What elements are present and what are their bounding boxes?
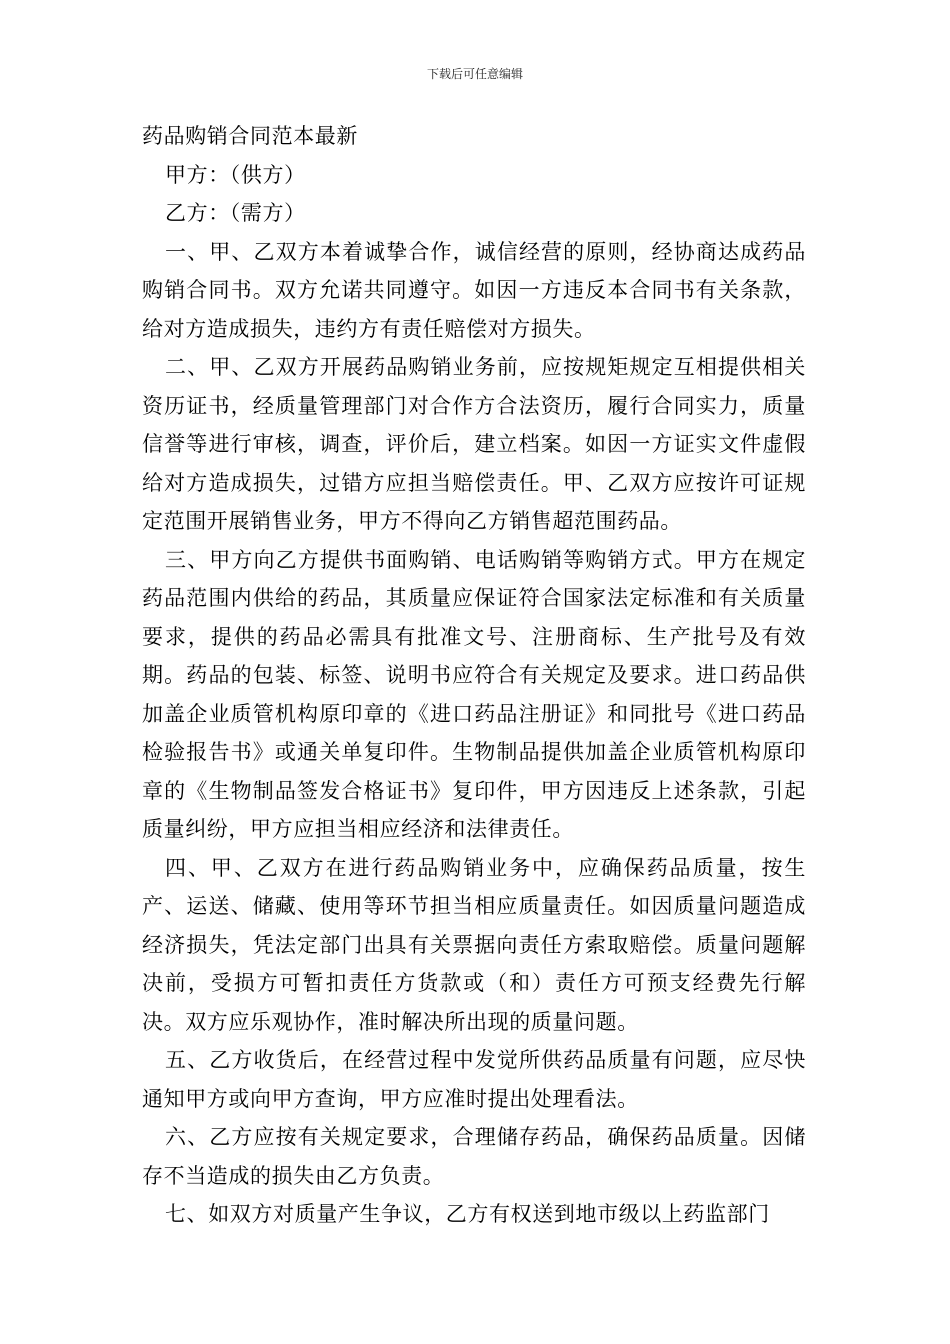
clause-1: 一、甲、乙双方本着诚挚合作，诚信经营的原则，经协商达成药品购销合同书。双方允诺共同遵守。如因一方违反本合同书有关条款，给对方造成损失，违约方有责任赔偿对方损失。 [142,239,806,341]
clause-4: 四、甲、乙双方在进行药品购销业务中，应确保药品质量，按生产、运送、储藏、使用等环节担当相应质量责任。如因质量问题造成经济损失，凭法定部门出具有关票据向责任方索取赔偿。质量问题解决前，受损方可暂扣责任方货款或（和）责任方可预支经费先行解决。双方应乐观协作，准时解决所出现的质量问题。 [142,855,806,1034]
clause-2: 二、甲、乙双方开展药品购销业务前，应按规矩规定互相提供相关资历证书，经质量管理部门对合作方合法资历，履行合同实力，质量信誉等进行审核，调查，评价后，建立档案。如因一方证实文件虚假给对方造成损失，过错方应担当赔偿责任。甲、乙双方应按许可证规定范围开展销售业务，甲方不得向乙方销售超范围药品。 [142,355,806,533]
document-body [142,117,806,1234]
party-a-line: 甲方：（供方） [165,162,306,187]
clause-7: 七、如双方对质量产生争议，乙方有权送到地市级以上药监部门 [165,1202,770,1226]
clause-6: 六、乙方应按有关规定要求，合理储存药品，确保药品质量。因储存不当造成的损失由乙方负责。 [142,1125,806,1188]
header-note: 下载后可任意编辑 [426,67,523,81]
clause-5: 五、乙方收货后，在经营过程中发觉所供药品质量有问题，应尽快通知甲方或向甲方查询，甲方应准时提出处理看法。 [142,1048,806,1111]
clause-3: 三、甲方向乙方提供书面购销、电话购销等购销方式。甲方在规定药品范围内供给的药品，其质量应保证符合国家法定标准和有关质量要求，提供的药品必需具有批准文号、注册商标、生产批号及有效期。药品的包装、标签、说明书应符合有关规定及要求。进口药品供加盖企业质管机构原印章的《进口药品注册证》和同批号《进口药品检验报告书》或通关单复印件。生物制品提供加盖企业质管机构原印章的《生物制品签发合格证书》复印件，甲方因违反上述条款，引起质量纠纷，甲方应担当相应经济和法律责任。 [142,547,806,841]
document-title: 药品购销合同范本最新 [142,124,358,148]
party-b-line: 乙方：（需方） [165,201,306,225]
